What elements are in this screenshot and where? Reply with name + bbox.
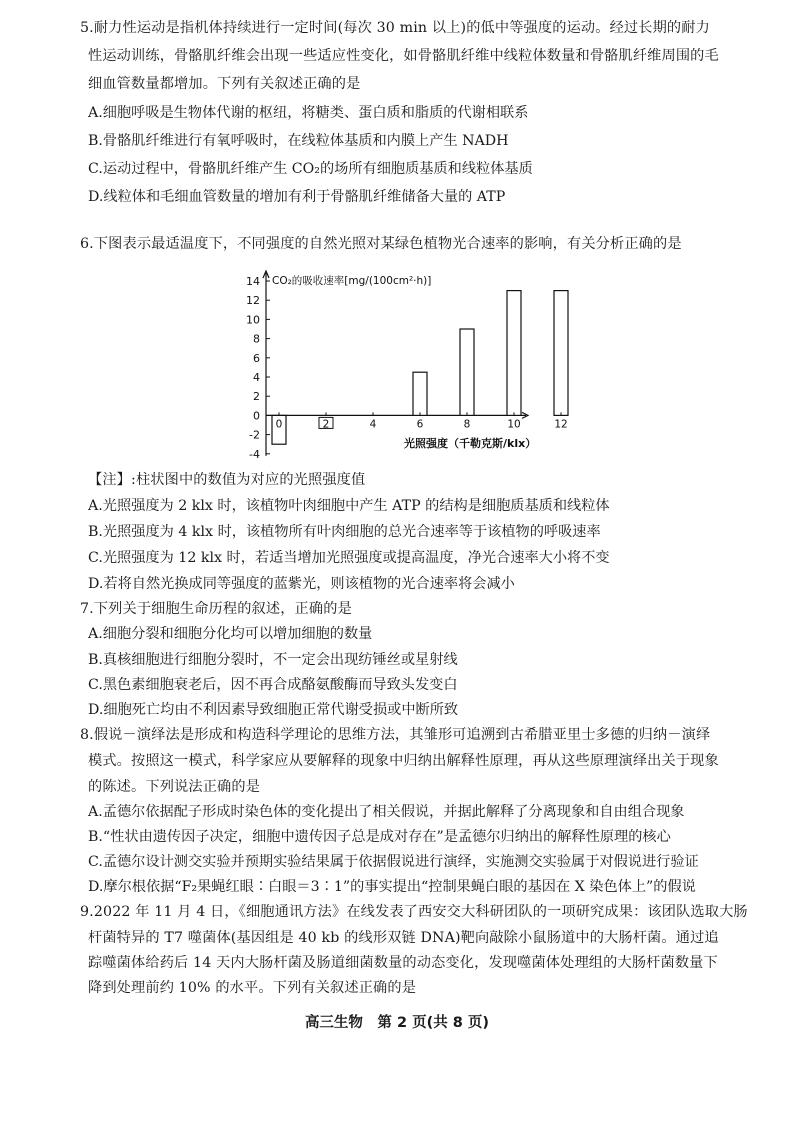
q5-stem-line-3: 细血管数量都增加。下列有关叙述正确的是 — [88, 76, 361, 92]
y-tick-label: 6 — [253, 351, 260, 365]
y-tick-label: 8 — [253, 332, 260, 346]
q8-option-d: D.摩尔根依据“F₂果蝇红眼∶白眼＝3∶1”的事实提出“控制果蝇白眼的基因在 X 染色体上”的假说 — [88, 879, 696, 895]
y-tick-label: 14 — [246, 275, 260, 288]
q8-stem-line-3: 的陈述。下列说法正确的是 — [88, 779, 261, 795]
q9-stem-line-2: 杆菌特异的 T7 噬菌体(基因组是 40 kb 的线形双链 DNA)靶向敲除小鼠肠道中的大肠杆菌。通过追 — [88, 930, 719, 946]
page-footer: 高三生物 第 2 页(共 8 页) — [304, 1015, 490, 1031]
x-axis-label: 光照强度（千勒克斯/klx） — [404, 437, 537, 450]
q5-stem-line-2: 性运动训练，骨骼肌纤维会出现一些适应性变化，如骨骼肌纤维中线粒体数量和骨骼肌纤维周围的毛 — [88, 48, 719, 64]
q7-option-d: D.细胞死亡均由不利因素导致细胞正常代谢受损或中断所致 — [88, 702, 459, 718]
q5-stem-line-1: 5.耐力性运动是指机体持续进行一定时间(每次 30 min 以上)的低中等强度的运动。经过长期的耐力 — [80, 20, 710, 36]
x-tick-label: 6 — [416, 418, 424, 431]
q6-option-c: C.光照强度为 12 klx 时，若适当增加光照强度或提高温度，净光合速率大小将不变 — [88, 550, 610, 566]
q7-option-a: A.细胞分裂和细胞分化均可以增加细胞的数量 — [88, 626, 373, 642]
q6-option-d: D.若将自然光换成同等强度的蓝紫光，则该植物的光合速率将会减小 — [88, 576, 515, 592]
q5-option-a: A.细胞呼吸是生物体代谢的枢纽，将糖类、蛋白质和脂质的代谢相联系 — [88, 105, 529, 121]
q8-stem-line-2: 模式。按照这一模式，科学家应从要解释的现象中归纳出解释性原理，再从这些原理演绎出关于现象 — [88, 753, 719, 769]
q7-option-c: C.黑色素细胞衰老后，因不再合成酪氨酸酶而导致头发变白 — [88, 677, 458, 693]
q8-option-b: B.“性状由遗传因子决定，细胞中遗传因子总是成对存在”是孟德尔归纳出的解释性原理的核心 — [88, 829, 671, 845]
x-tick-label: 0 — [275, 418, 283, 431]
bar — [507, 291, 521, 416]
q6-note: 【注】:柱状图中的数值为对应的光照强度值 — [88, 472, 366, 488]
chart-axes — [263, 271, 528, 456]
q6-option-b: B.光照强度为 4 klx 时，该植物所有叶肉细胞的总光合速率等于该植物的呼吸速率 — [88, 524, 601, 540]
q5-option-b: B.骨骼肌纤维进行有氧呼吸时，在线粒体基质和内膜上产生 NADH — [88, 133, 509, 149]
q9-stem-line-4: 降到处理前约 10% 的水平。下列有关叙述正确的是 — [88, 980, 417, 996]
q6-stem: 6.下图表示最适温度下，不同强度的自然光照对某绿色植物光合速率的影响，有关分析正确的是 — [80, 236, 682, 252]
y-tick-label: 12 — [246, 294, 260, 308]
q5-option-d: D.线粒体和毛细血管数量的增加有利于骨骼肌纤维储备大量的 ATP — [88, 189, 506, 205]
y-tick-label: 4 — [253, 371, 260, 384]
y-tick-label: 10 — [246, 313, 260, 327]
x-tick-label: 8 — [463, 418, 471, 431]
q7-option-b: B.真核细胞进行细胞分裂时，不一定会出现纺锤丝或星射线 — [88, 652, 458, 668]
x-tick-label: 12 — [554, 418, 568, 431]
x-tick-label: 4 — [369, 418, 377, 431]
y-tick-label: -4 — [249, 447, 260, 461]
x-tick-label: 2 — [322, 418, 330, 431]
bar — [460, 329, 474, 415]
q6-option-a: A.光照强度为 2 klx 时，该植物叶肉细胞中产生 ATP 的结构是细胞质基质和线粒体 — [88, 498, 610, 514]
q5-option-c: C.运动过程中，骨骼肌纤维产生 CO₂的场所有细胞质基质和线粒体基质 — [88, 161, 533, 177]
y-tick-label: 2 — [253, 390, 260, 404]
y-tick-label: 0 — [253, 409, 260, 423]
chart-svg — [236, 264, 576, 462]
y-axis-label: CO₂的吸收速率[mg/(100cm²·h)] — [272, 275, 432, 287]
y-tick-label: -2 — [249, 428, 260, 442]
q8-stem-line-1: 8.假说－演绎法是形成和构造科学理论的思维方法，其雏形可追溯到古希腊亚里士多德的归纳－演绎 — [80, 727, 711, 743]
x-tick-label: 10 — [507, 418, 521, 431]
q8-option-a: A.孟德尔依据配子形成时染色体的变化提出了相关假说，并据此解释了分离现象和自由组合现象 — [88, 804, 685, 820]
q7-stem: 7.下列关于细胞生命历程的叙述，正确的是 — [80, 601, 352, 617]
bar — [413, 372, 427, 415]
q9-stem-line-1: 9.2022 年 11 月 4 日，《细胞通讯方法》在线发表了西安交大科研团队的一项研究成果：该团队选取大肠 — [80, 904, 748, 920]
q6-bar-chart — [236, 264, 576, 462]
q8-option-c: C.孟德尔设计测交实验并预期实验结果属于依据假说进行演绎，实施测交实验属于对假说进行验证 — [88, 854, 699, 870]
bar — [554, 291, 568, 416]
q9-stem-line-3: 踪噬菌体给药后 14 天内大肠杆菌及肠道细菌数量的动态变化，发现噬菌体处理组的大肠杆菌数量下 — [88, 955, 718, 971]
